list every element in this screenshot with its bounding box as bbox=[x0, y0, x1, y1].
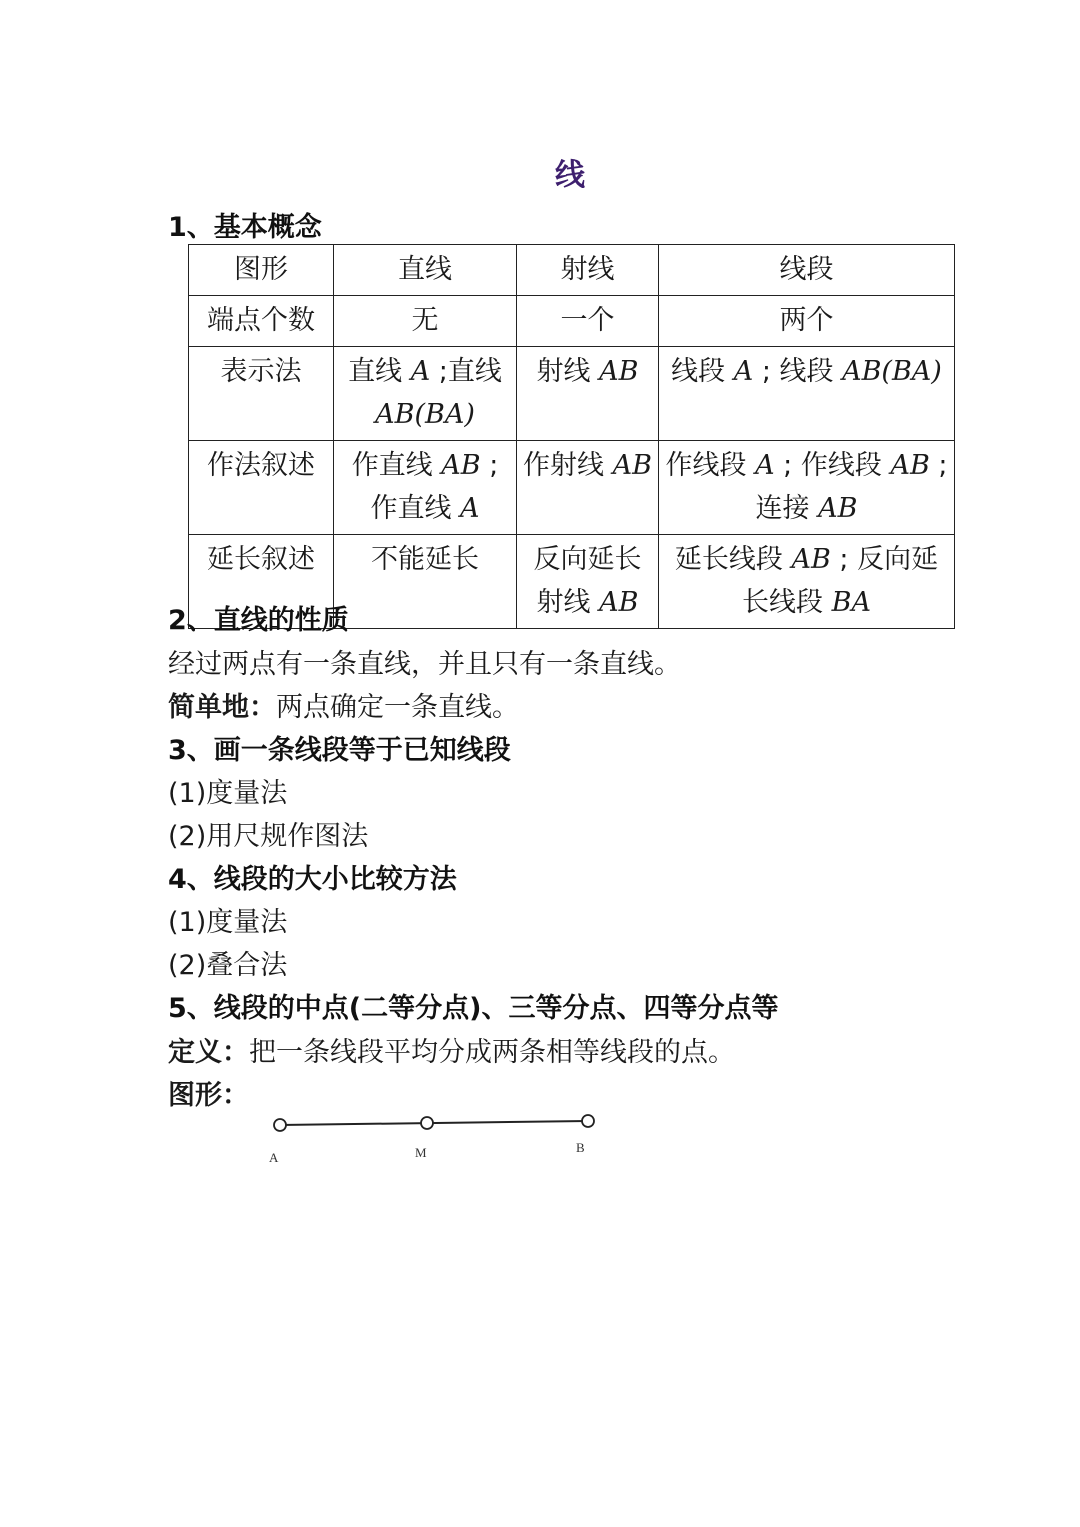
concept-table bbox=[188, 244, 955, 629]
table-cell: 不能延长 bbox=[334, 535, 517, 629]
draw-method-item: (2)用尺规作图法 bbox=[168, 821, 369, 852]
page-title: 线 bbox=[555, 158, 585, 193]
point-m-label: M bbox=[415, 1145, 427, 1160]
point-b-marker bbox=[582, 1115, 594, 1127]
table-row bbox=[189, 347, 955, 441]
table-cell: 射线 AB bbox=[517, 347, 659, 441]
table-row bbox=[189, 441, 955, 535]
table-header-cell: 线段 bbox=[659, 245, 955, 296]
table-header-cell: 射线 bbox=[517, 245, 659, 296]
table-header-row bbox=[189, 245, 955, 296]
table-cell: 延长线段 AB ; 反向延长线段 BA bbox=[659, 535, 955, 629]
section-heading-compare: 4、线段的大小比较方法 bbox=[168, 864, 457, 895]
segment-line bbox=[280, 1121, 588, 1125]
point-a-label: A bbox=[269, 1150, 279, 1165]
midpoint-definition bbox=[168, 1030, 735, 1069]
section-heading-line-property: 2、直线的性质 bbox=[168, 605, 349, 636]
table-cell: 直线 A ;直线 AB(BA) bbox=[334, 347, 517, 441]
compare-method-item: (1)度量法 bbox=[168, 907, 288, 938]
row-label: 表示法 bbox=[189, 347, 334, 441]
row-label: 作法叙述 bbox=[189, 441, 334, 535]
row-label: 延长叙述 bbox=[189, 535, 334, 629]
section-heading-draw-segment: 3、画一条线段等于已知线段 bbox=[168, 735, 511, 766]
point-m-marker bbox=[421, 1117, 433, 1129]
definition-text: 把一条线段平均分成两条相等线段的点。 bbox=[249, 1037, 735, 1068]
table-cell: 线段 A ; 线段 AB(BA) bbox=[659, 347, 955, 441]
table-header-cell: 图形 bbox=[189, 245, 334, 296]
table-header-cell: 直线 bbox=[334, 245, 517, 296]
line-property-simple bbox=[168, 685, 519, 724]
table-cell: 反向延长射线 AB bbox=[517, 535, 659, 629]
table-cell: 无 bbox=[334, 296, 517, 347]
simple-label: 简单地： bbox=[168, 692, 276, 723]
line-property-text: 经过两点有一条直线，并且只有一条直线。 bbox=[168, 649, 681, 680]
section-heading-basic-concepts: 1、基本概念 bbox=[168, 212, 322, 243]
table-cell: 作直线 AB ; 作直线 A bbox=[334, 441, 517, 535]
row-label: 端点个数 bbox=[189, 296, 334, 347]
table-cell: 作射线 AB bbox=[517, 441, 659, 535]
point-a-marker bbox=[274, 1119, 286, 1131]
definition-label: 定义： bbox=[168, 1037, 249, 1068]
compare-method-item: (2)叠合法 bbox=[168, 950, 288, 981]
table-cell: 两个 bbox=[659, 296, 955, 347]
table-row bbox=[189, 296, 955, 347]
point-b-label: B bbox=[576, 1140, 585, 1155]
segment-midpoint-diagram bbox=[260, 1105, 620, 1175]
simple-text: 两点确定一条直线。 bbox=[276, 692, 519, 723]
draw-method-item: (1)度量法 bbox=[168, 778, 288, 809]
section-heading-midpoint: 5、线段的中点(二等分点)、三等分点、四等分点等 bbox=[168, 993, 779, 1024]
table-cell: 作线段 A ; 作线段 AB ; 连接 AB bbox=[659, 441, 955, 535]
figure-label: 图形： bbox=[168, 1080, 249, 1111]
table-cell: 一个 bbox=[517, 296, 659, 347]
